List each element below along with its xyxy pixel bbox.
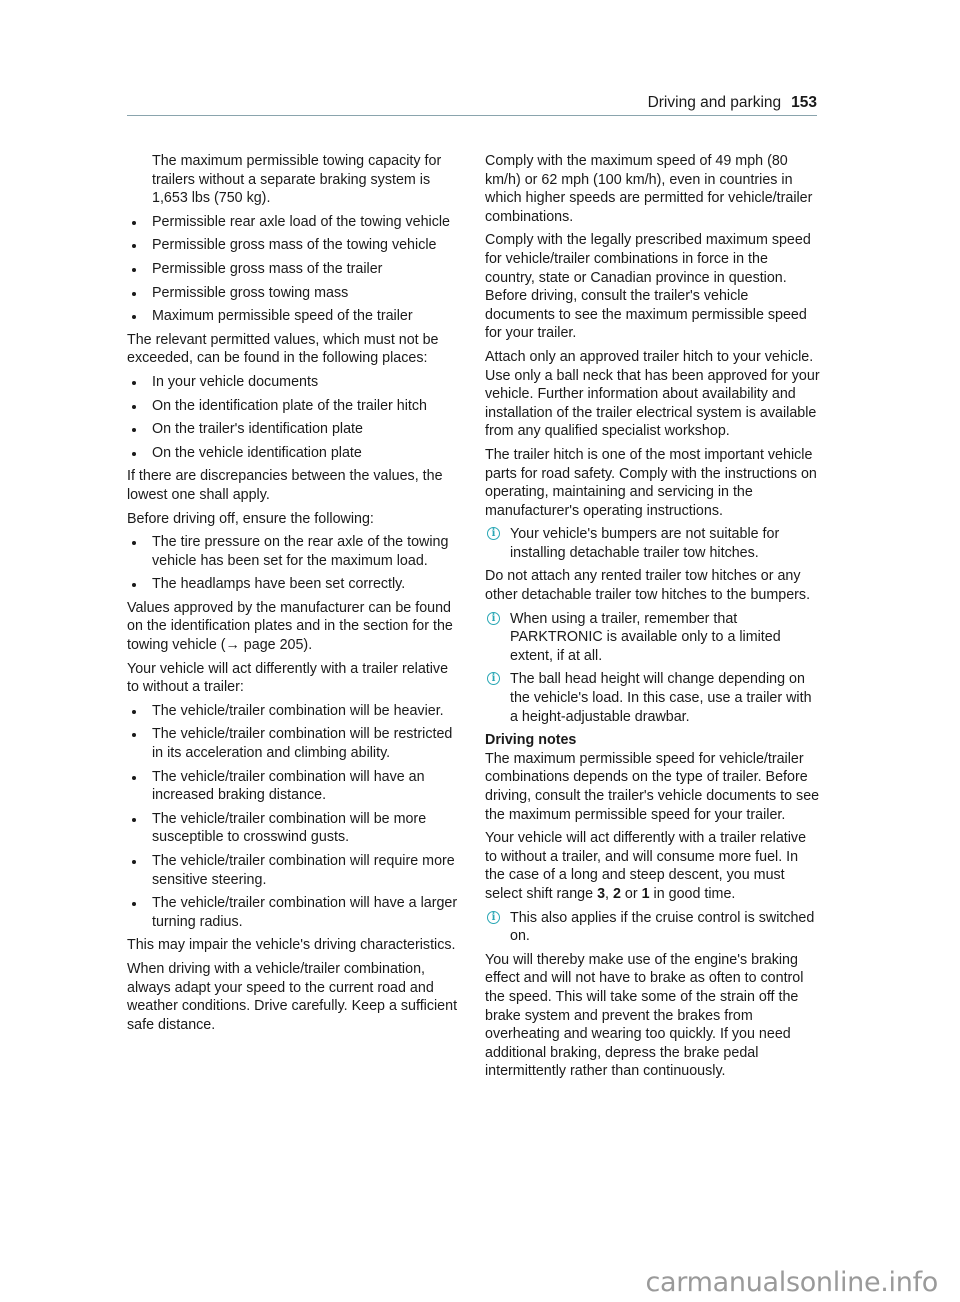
block-text: Comply with the legally prescribed maximum speed for vehicle/trailer combinations in force in the country, state or Canadian province in question. Before driving, consult the trailer's vehicle documents to see the maximum permissible speed for your trailer. [485,232,811,342]
watermark: carmanualsonline.info [645,1267,938,1298]
block-text: This also applies if the cruise control is switched on. [510,909,815,945]
info-icon: i [487,527,500,540]
paragraph [127,936,463,955]
block-text: Values approved by the manufacturer can be found on the identification plates and in the section for the towing vehicle (→ page 205). [127,599,453,654]
info-icon: i [487,672,500,685]
text-segment: , [605,885,613,902]
block-text: Your vehicle's bumpers are not suitable for installing detachable trailer tow hitches. [510,526,780,561]
block-text: Permissible gross mass of the towing vehicle [152,237,437,254]
block-text: The vehicle/trailer combination will be more susceptible to crosswind gusts. [152,810,427,846]
shift-range-value: 2 [612,885,621,902]
bullet-item [127,236,463,255]
block-text: When using a trailer, remember that PARKTRONIC is available only to a limited extent, if at all. [510,610,781,664]
block-text: Your vehicle will act differently with a trailer relative to without a trailer: [127,660,449,696]
block-text: The vehicle/trailer combination will be heavier. [152,702,444,719]
block-text: Before driving off, ensure the following: [127,510,374,527]
block-text: Driving notes [485,732,577,749]
paragraph [127,599,463,655]
bullet-item [127,852,463,889]
page-number: 153 [791,94,817,111]
bullet-item [127,444,463,463]
paragraph [485,951,821,1081]
block-text: The trailer hitch is one of the most important vehicle parts for road safety. Comply with the instructions on operating, maintaining and servicing in the manufacturer's operating instructions. [485,446,817,519]
section-heading [485,731,821,750]
bullet-item [127,575,463,594]
paragraph [127,152,463,208]
bullet-item [127,397,463,416]
block-text: The ball head height will change depending on the vehicle's load. In this case, use a trailer with a height-adjustable drawbar. [510,671,812,725]
block-text: If there are discrepancies between the values, the lowest one shall apply. [127,468,443,503]
paragraph [485,231,821,343]
bullet-item [127,810,463,847]
paragraph [127,467,463,504]
paragraph [485,348,821,441]
paragraph [485,152,821,226]
text-segment: or [620,885,642,902]
block-text: This may impair the vehicle's driving characteristics. [127,937,456,954]
block-text: The vehicle/trailer combination will have an increased braking distance. [152,768,425,804]
block-text: The tire pressure on the rear axle of the towing vehicle has been set for the maximum load. [152,534,449,569]
block-text: The vehicle/trailer combination will have a larger turning radius. [152,895,458,930]
text-segment: Your vehicle will act differently with a trailer relative to without a trailer, and will consume more fuel. In the case of a long and steep descent, you must select shift range [485,830,807,902]
header-rule [127,115,817,116]
block-text: The relevant permitted values, which must not be exceeded, can be found in the following places: [127,331,439,367]
info-note [485,610,821,666]
block-text: The headlamps have been set correctly. [152,576,406,593]
block-text: The vehicle/trailer combination will require more sensitive steering. [152,853,455,888]
section-title: Driving and parking [647,94,782,111]
block-text: Permissible rear axle load of the towing vehicle [152,213,451,230]
block-text: On the vehicle identification plate [152,444,362,461]
text-segment: in good time. [649,885,736,902]
paragraph [485,567,821,604]
info-note [485,670,821,726]
block-text: Do not attach any rented trailer tow hitches or any other detachable trailer tow hitches to the bumpers. [485,568,811,604]
block-text: When driving with a vehicle/trailer combination, always adapt your speed to the current road and weather conditions. Drive carefully. Keep a sufficient safe distance. [127,960,458,1033]
paragraph [127,960,463,1034]
bullet-item [127,284,463,303]
block-text: In your vehicle documents [152,373,319,390]
bullet-item [127,213,463,232]
block-text: Permissible gross towing mass [152,284,349,301]
paragraph [127,331,463,368]
block-text: You will thereby make use of the engine's braking effect and will not have to brake as often to control the speed. This will take some of the strain off the brake system and prevent the brakes from overheating and wearing too quickly. If you need additional braking, depress the brake pedal intermittently rather than continuously. [485,951,804,1080]
left-column [127,152,463,1039]
bullet-item [127,373,463,392]
block-text: Attach only an approved trailer hitch to your vehicle. Use only a ball neck that has been approved for your vehicle. Further information about availability and installation of the trailer electrical system is available from any qualified specialist workshop. [485,348,820,440]
bullet-item [127,420,463,439]
block-text: On the trailer's identification plate [152,421,363,438]
paragraph [485,829,821,903]
shift-range-value: 3 [597,885,606,902]
block-text: Maximum permissible speed of the trailer [152,308,413,325]
bullet-item [127,702,463,721]
block-text: The vehicle/trailer combination will be restricted in its acceleration and climbing ability. [152,726,453,762]
bullet-item [127,894,463,931]
bullet-item [127,533,463,570]
info-note [485,909,821,946]
paragraph [127,510,463,529]
bullet-item [127,260,463,279]
page-header [648,94,817,112]
bullet-item [127,725,463,762]
right-column [485,152,821,1086]
bullet-item [127,768,463,805]
paragraph [485,446,821,520]
shift-range-value: 1 [641,885,650,902]
block-text: The maximum permissible towing capacity for trailers without a separate braking system is 1,653 lbs (750 kg). [152,153,442,207]
paragraph [127,660,463,697]
info-note [485,525,821,562]
block-text: Permissible gross mass of the trailer [152,260,383,277]
bullet-item [127,307,463,326]
paragraph [485,750,821,824]
block-text: Comply with the maximum speed of 49 mph (80 km/h) or 62 mph (100 km/h), even in countries in which higher speeds are permitted for vehicle/trailer combinations. [485,153,813,225]
block-text: The maximum permissible speed for vehicle/trailer combinations depends on the type of trailer. Before driving, consult the trailer's vehicle documents to see the maximum permissible speed for your trailer. [485,750,820,823]
block-text: On the identification plate of the trailer hitch [152,397,427,414]
info-icon: i [487,612,500,625]
info-icon: i [487,911,500,924]
